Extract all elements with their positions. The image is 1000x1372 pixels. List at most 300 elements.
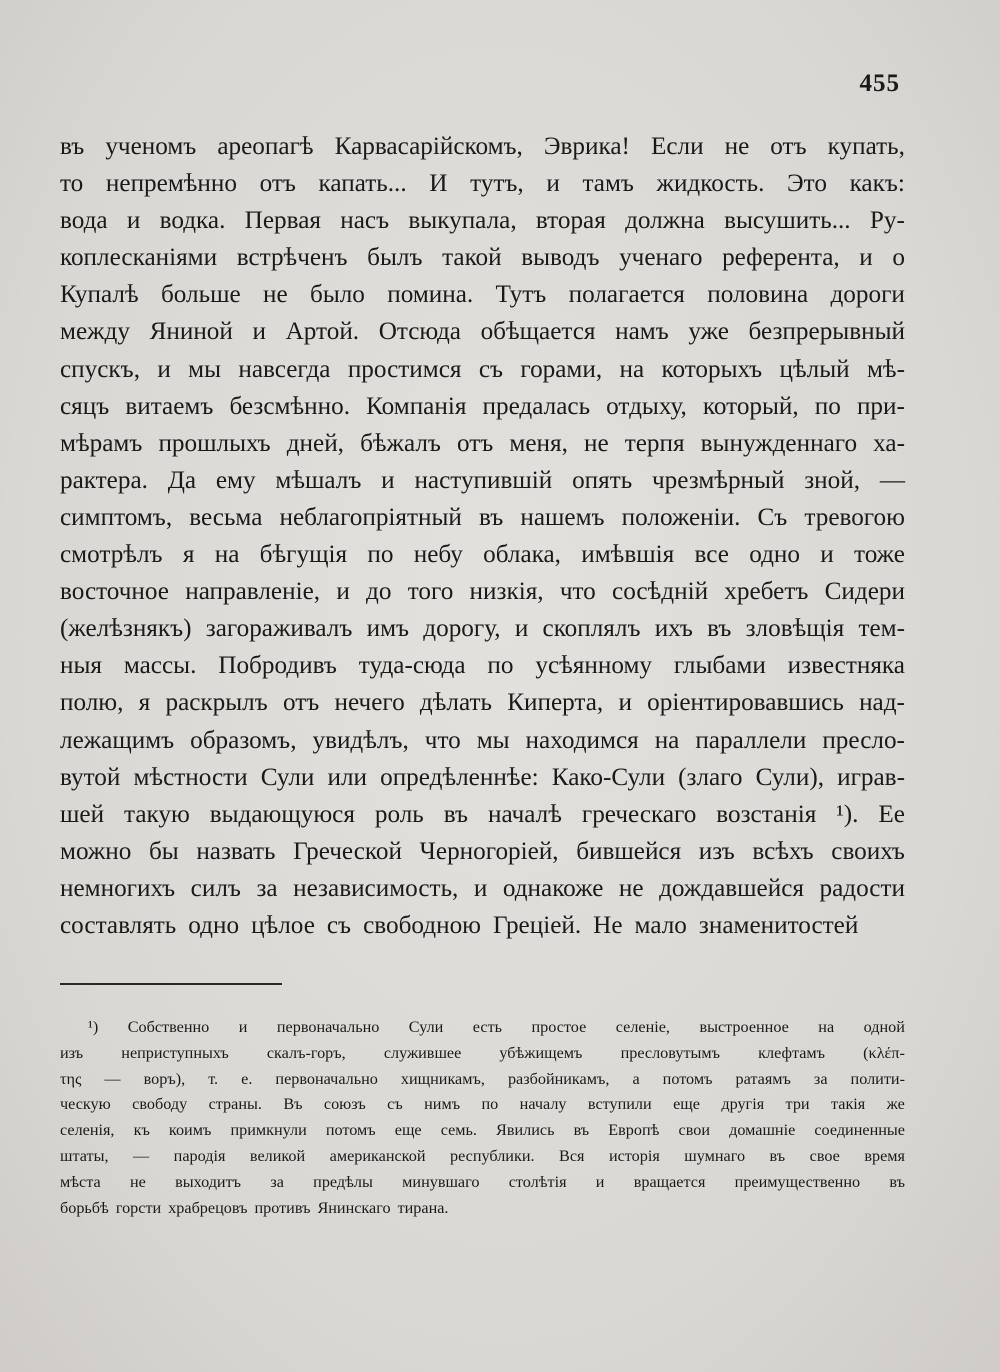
footnote-line	[60, 1015, 905, 1041]
word: непремѣнно	[105, 170, 237, 198]
word: Компанія	[366, 392, 467, 420]
word: потомъ	[325, 1121, 376, 1140]
word: преимущественно	[734, 1172, 861, 1191]
text-line	[60, 239, 905, 276]
word: меня,	[509, 429, 568, 457]
word: Это	[787, 170, 827, 198]
word: Отсюда	[378, 318, 461, 346]
word: безсмѣнно.	[229, 392, 351, 420]
word: высушить...	[724, 207, 851, 235]
word: вутой	[60, 763, 121, 791]
footnote-line	[60, 1092, 905, 1118]
word: отъ	[259, 170, 296, 198]
word: дѣлать	[419, 689, 493, 717]
word: храбрецовъ	[168, 1198, 248, 1217]
word: (κλέπ-	[863, 1043, 905, 1062]
word: Сидери	[824, 578, 905, 606]
word: роль	[374, 800, 424, 828]
word: скалъ-горъ,	[266, 1043, 346, 1062]
word: Съ	[757, 503, 788, 531]
word: свободу	[132, 1095, 188, 1114]
word: вступили	[587, 1095, 652, 1114]
word: былъ	[367, 244, 423, 272]
word: а	[632, 1069, 640, 1088]
word: спускъ,	[60, 355, 140, 383]
word: штаты,	[60, 1146, 109, 1165]
word: минувшаго	[402, 1172, 480, 1191]
word: наступившій	[414, 466, 553, 494]
word: союзъ	[323, 1095, 366, 1114]
footnote-line	[60, 1067, 905, 1093]
word: все	[694, 541, 729, 569]
word: въ	[478, 503, 504, 531]
word: зловѣщія	[745, 615, 845, 643]
word: дороги	[830, 281, 905, 309]
word: выкупала,	[408, 207, 517, 235]
word: и	[514, 615, 529, 643]
word: не	[724, 133, 750, 160]
word: отъ	[283, 689, 320, 717]
word: между	[60, 318, 130, 346]
word: ученомъ	[105, 133, 197, 160]
word: нимъ	[424, 1095, 461, 1114]
word: половина	[707, 281, 809, 309]
word: низкія,	[469, 578, 544, 606]
word: ческую	[60, 1095, 111, 1114]
word: однакоже	[502, 874, 604, 902]
word: неблагопріятный	[279, 503, 462, 531]
word: борьбѣ	[60, 1198, 109, 1217]
word: что	[424, 726, 461, 754]
word: купать,	[827, 133, 905, 160]
word: хищникамъ,	[400, 1069, 485, 1088]
word: еще	[673, 1095, 700, 1114]
word: ихъ	[654, 615, 693, 643]
word: немногихъ	[60, 874, 176, 902]
word: симптомъ,	[60, 503, 173, 531]
word: на	[214, 541, 240, 569]
word: мѣ-	[866, 355, 905, 383]
word: селенія,	[60, 1121, 115, 1140]
word: ха-	[873, 429, 905, 457]
word: ареопагѣ	[217, 133, 314, 160]
text-line	[60, 313, 905, 350]
word: независимость,	[293, 874, 459, 902]
word: который,	[702, 392, 799, 420]
footnote-line	[60, 1041, 905, 1067]
word: Ее	[878, 800, 905, 828]
word: и	[473, 874, 488, 902]
word: которыхъ	[661, 355, 763, 383]
word: обѣщается	[480, 318, 596, 346]
word: по	[487, 652, 514, 680]
word: Яниной	[149, 318, 233, 346]
word: вынужденнаго	[700, 429, 858, 457]
word: свободною	[363, 911, 481, 939]
text-line	[60, 276, 905, 313]
word: коимъ	[168, 1121, 212, 1140]
word: семь.	[440, 1121, 477, 1140]
word: параллели	[695, 726, 807, 754]
word: первоначально	[275, 1069, 378, 1088]
word: тем-	[858, 615, 905, 643]
word: пресло-	[822, 726, 905, 754]
text-line	[60, 499, 905, 536]
word: знаменитостей	[698, 911, 859, 939]
word: вода	[60, 207, 108, 235]
word: домашніе	[729, 1121, 796, 1140]
word: Греческой	[293, 837, 402, 865]
word: имъ	[366, 615, 410, 643]
word: противъ	[254, 1198, 311, 1217]
word: безпрерывный	[748, 318, 905, 346]
word: (злаго	[678, 763, 743, 791]
word: бѣгущія	[259, 541, 348, 569]
word: известняка	[787, 652, 905, 680]
word: тоже	[854, 541, 905, 569]
word: и	[381, 466, 395, 494]
text-line	[60, 907, 905, 944]
word: ¹)	[88, 1018, 99, 1036]
word: помина.	[387, 281, 474, 309]
word: выводъ	[521, 244, 600, 272]
word: выходитъ	[175, 1172, 242, 1191]
word: того	[407, 578, 454, 606]
word: тревогою	[804, 503, 905, 531]
word: мы	[188, 355, 222, 383]
word: изъ	[698, 837, 735, 865]
word: отдыху,	[606, 392, 687, 420]
word: по	[367, 541, 394, 569]
word: скоплялъ	[542, 615, 641, 643]
word: не	[129, 1172, 146, 1191]
word: такой	[442, 244, 502, 272]
word: американской	[329, 1146, 426, 1165]
word: над-	[859, 689, 905, 717]
word: и	[157, 355, 171, 383]
word: служившее	[383, 1043, 462, 1062]
word: насъ	[340, 207, 390, 235]
word: есть	[472, 1018, 503, 1036]
word: чрезмѣрный	[652, 466, 785, 494]
word: больше	[160, 281, 241, 309]
word: и	[238, 1018, 248, 1036]
word: на	[654, 726, 680, 754]
word: Киперта,	[507, 689, 604, 717]
word: е.	[241, 1069, 253, 1088]
word: одно	[749, 541, 800, 569]
word: на	[619, 355, 645, 383]
word: рактера.	[60, 466, 148, 494]
word: такую	[124, 800, 190, 828]
word: ныя	[60, 652, 102, 680]
text-line	[60, 796, 905, 833]
word: соединенные	[814, 1121, 905, 1140]
word: какъ:	[849, 170, 905, 198]
word: и	[252, 318, 266, 346]
word: опять	[572, 466, 633, 494]
word: что	[559, 578, 596, 606]
word: Явились	[496, 1121, 555, 1140]
word: о	[892, 244, 905, 272]
word: такія	[830, 1095, 866, 1114]
word: цѣлый	[779, 355, 850, 383]
word: Эврика!	[543, 133, 630, 160]
word: мы	[476, 726, 510, 754]
word: то	[60, 170, 84, 198]
word: республики.	[449, 1146, 535, 1165]
footnote-line	[60, 1118, 905, 1144]
word: въ	[60, 133, 85, 160]
word: пародія	[173, 1146, 226, 1165]
word: Черногоріей,	[419, 837, 559, 865]
word: Купалѣ	[60, 281, 139, 309]
word: и	[859, 244, 873, 272]
word: направленіе,	[185, 578, 321, 606]
word: терпя	[624, 429, 685, 457]
word: въ	[889, 1172, 905, 1191]
word: бившейся	[576, 837, 682, 865]
word: радости	[819, 874, 905, 902]
word: сяцъ	[60, 392, 110, 420]
word: хребетъ	[724, 578, 809, 606]
page-number: 455	[859, 70, 900, 97]
text-line	[60, 202, 905, 239]
word: шей	[60, 800, 105, 828]
word: до	[366, 578, 392, 606]
word: по	[814, 392, 841, 420]
text-line	[60, 351, 905, 388]
word: отъ	[457, 429, 494, 457]
word: простимся	[347, 355, 462, 383]
word: предалась	[482, 392, 591, 420]
text-line	[60, 462, 905, 499]
word: съ	[387, 1095, 403, 1114]
word: —	[879, 466, 905, 494]
word: усѣянному	[535, 652, 652, 680]
word: шумнаго	[684, 1146, 746, 1165]
word: первоначально	[276, 1018, 380, 1036]
main-text	[60, 128, 905, 944]
word: полагается	[568, 281, 685, 309]
word: бы	[148, 837, 179, 865]
word: нашемъ	[520, 503, 605, 531]
word: ему	[215, 466, 256, 494]
word: оріентировавшись	[647, 689, 844, 717]
word: своихъ	[831, 837, 905, 865]
word: витаемъ	[125, 392, 214, 420]
text-line	[60, 165, 905, 202]
word: же	[886, 1095, 905, 1114]
word: вращается	[633, 1172, 706, 1191]
word: въ	[443, 800, 469, 828]
word: и	[820, 541, 834, 569]
word: выдающуюся	[209, 800, 355, 828]
word: и	[336, 578, 350, 606]
text-line	[60, 759, 905, 796]
word: Европѣ	[608, 1121, 660, 1140]
word: мало	[634, 911, 687, 939]
word: и	[618, 689, 632, 717]
word: мѣстности	[133, 763, 248, 791]
word: мѣста	[60, 1172, 101, 1191]
word: разбойникамъ,	[507, 1069, 610, 1088]
word: я	[138, 689, 151, 717]
word: Побродивъ	[218, 652, 337, 680]
word: полю,	[60, 689, 124, 717]
word: я	[182, 541, 195, 569]
word: опредѣленнѣе:	[380, 763, 539, 791]
word: Въ	[283, 1095, 303, 1114]
word: Сули	[408, 1018, 444, 1036]
word: Первая	[244, 207, 321, 235]
word: въ	[707, 615, 732, 643]
word: (желѣзнякъ)	[60, 615, 192, 643]
word: къ	[133, 1121, 150, 1140]
word: дорогу,	[423, 615, 501, 643]
word: убѣжищемъ	[499, 1043, 583, 1062]
word: воръ),	[143, 1069, 186, 1088]
word: прошлыхъ	[158, 429, 271, 457]
word: водка.	[159, 207, 226, 235]
word: загораживалъ	[205, 615, 353, 643]
text-line	[60, 128, 905, 165]
word: столѣтія	[508, 1172, 567, 1191]
word: тутъ,	[470, 170, 524, 198]
word: одной	[863, 1018, 905, 1036]
word: три	[785, 1095, 810, 1114]
word: въ	[769, 1146, 786, 1165]
footnote-line	[60, 1196, 905, 1222]
word: за	[270, 1172, 284, 1191]
word: восточное	[60, 578, 169, 606]
word: Вся	[559, 1146, 585, 1165]
word: и	[595, 1172, 605, 1191]
word: небу	[413, 541, 463, 569]
word: исторія	[608, 1146, 660, 1165]
word: силъ	[190, 874, 241, 902]
word: еще	[394, 1121, 422, 1140]
word: уже	[688, 318, 729, 346]
word: время	[864, 1146, 905, 1165]
word: бѣжалъ	[360, 429, 441, 457]
word: предѣлы	[313, 1172, 373, 1191]
word: капать...	[318, 170, 407, 198]
word: ратаямъ	[735, 1069, 791, 1088]
text-line	[60, 536, 905, 573]
text-line	[60, 647, 905, 684]
word: Собственно	[127, 1018, 210, 1036]
word: ¹).	[836, 800, 859, 828]
word: не	[618, 874, 644, 902]
word: т.	[208, 1069, 219, 1088]
word: не	[263, 281, 288, 309]
word: селеніе,	[615, 1018, 670, 1036]
text-line	[60, 722, 905, 759]
word: или	[327, 763, 368, 791]
word: дней,	[286, 429, 344, 457]
word: весьма	[189, 503, 263, 531]
word: тамъ	[582, 170, 634, 198]
footnote	[60, 1015, 905, 1221]
word: началѣ	[487, 800, 562, 828]
word: массы.	[123, 652, 197, 680]
word: Если	[650, 133, 704, 160]
word: съ	[326, 911, 352, 939]
word: Ру-	[869, 207, 905, 235]
footnote-divider	[60, 983, 282, 985]
word: жидкость.	[656, 170, 765, 198]
word: находимся	[525, 726, 639, 754]
word: выстроенное	[699, 1018, 789, 1036]
word: игрaв-	[837, 763, 905, 791]
text-line	[60, 573, 905, 610]
word: Карвасарійскомъ,	[334, 133, 523, 160]
word: свое	[809, 1146, 840, 1165]
word: раскрылъ	[165, 689, 268, 717]
word: пресловутымъ	[620, 1043, 721, 1062]
word: облака,	[483, 541, 561, 569]
word: имѣвшія	[581, 541, 675, 569]
word: одно	[188, 911, 240, 939]
word: дождавшейся	[659, 874, 804, 902]
word: навсегда	[238, 355, 331, 383]
word: горсти	[115, 1198, 162, 1217]
footnote-line	[60, 1170, 905, 1196]
footnote-line	[60, 1144, 905, 1170]
word: по	[481, 1095, 499, 1114]
word: глыбами	[673, 652, 766, 680]
word: —	[104, 1069, 121, 1088]
word: тирана.	[397, 1198, 449, 1217]
word: Како-Сули	[551, 763, 666, 791]
word: не	[583, 429, 609, 457]
word: ученаго	[619, 244, 703, 272]
word: Тутъ	[495, 281, 547, 309]
word: της	[60, 1069, 82, 1088]
word: Греціей.	[492, 911, 582, 939]
word: смотрѣлъ	[60, 541, 163, 569]
word: Артой.	[285, 318, 360, 346]
word: сосѣдній	[612, 578, 709, 606]
text-line	[60, 610, 905, 647]
word: потомъ	[662, 1069, 713, 1088]
word: изъ	[60, 1043, 84, 1062]
word: клефтамъ	[758, 1043, 826, 1062]
word: отъ	[770, 133, 807, 160]
word: Сули),	[755, 763, 825, 791]
word: свои	[678, 1121, 711, 1140]
word: примкнули	[230, 1121, 307, 1140]
word: горами,	[520, 355, 603, 383]
word: Не	[593, 911, 623, 939]
text-line	[60, 870, 905, 907]
word: всѣхъ	[752, 837, 814, 865]
word: можно	[60, 837, 132, 865]
text-line	[60, 388, 905, 425]
word: началу	[519, 1095, 567, 1114]
text-line	[60, 425, 905, 462]
word: и	[126, 207, 141, 235]
word: мѣрамъ	[60, 429, 143, 457]
word: за	[256, 874, 278, 902]
word: простое	[531, 1018, 587, 1036]
word: и	[546, 170, 560, 198]
word: другія	[721, 1095, 765, 1114]
word: страны.	[208, 1095, 262, 1114]
word: было	[310, 281, 365, 309]
word: мѣшалъ	[275, 466, 362, 494]
